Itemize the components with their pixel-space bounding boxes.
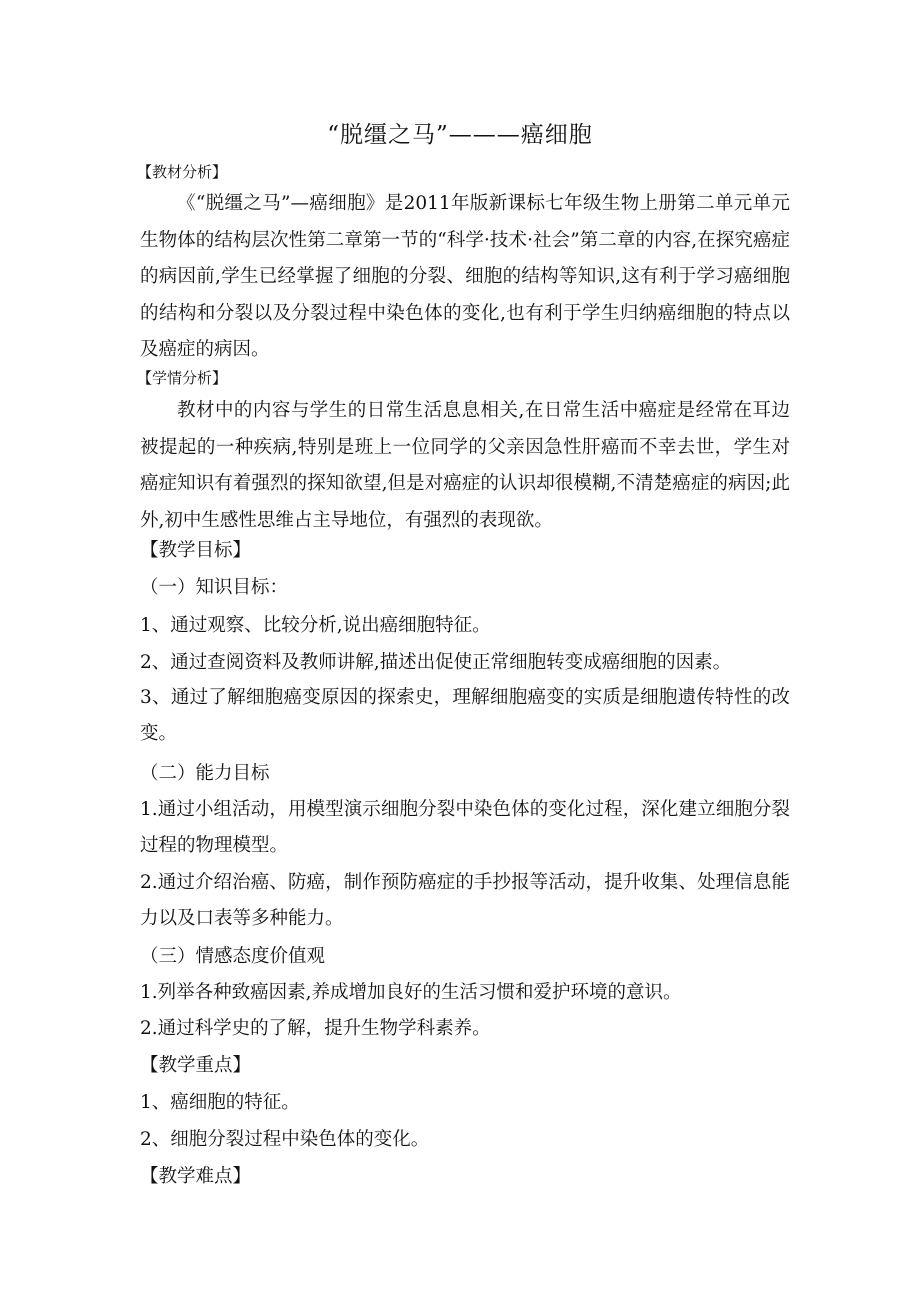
emotion-goals-heading: （三）情感态度价值观	[140, 946, 326, 967]
textbook-analysis-paragraph: 《“脱缰之马”—癌细胞》是2011年版新课标七年级生物上册第二单元单元生物体的结构层次性第二章第一节的“科学·技术·社会”第二章的内容,在探究癌症的病因前,学生已经掌握了细胞的分裂、细胞的结构等知识,这有利于学习癌细胞的结构和分裂以及分裂过程中染色体的变化,也有利于学生归纳癌细胞的特点以及癌症的病因。	[140, 193, 790, 360]
emotion-goal-item: 1.列举各种致癌因素,养成增加良好的生活习惯和爱护环境的意识。	[140, 982, 682, 1003]
key-point-item: 1、癌细胞的特征。	[140, 1092, 300, 1113]
student-analysis-heading: 【学情分析】	[137, 369, 228, 387]
key-point-item: 2、细胞分裂过程中染色体的变化。	[140, 1129, 430, 1150]
document-title: “脱缰之马”———癌细胞	[327, 122, 593, 148]
key-points-heading: 【教学重点】	[140, 1055, 252, 1076]
student-analysis-paragraph: 教材中的内容与学生的日常生活息息相关,在日常生活中癌症是经常在耳边被提起的一种疾病,特别是班上一位同学的父亲因急性肝癌而不幸去世，学生对癌症知识有着强烈的探知欲望,但是对癌症的认识却很模糊,不清楚癌症的病因;此外,初中生感性思维占主导地位，有强烈的表现欲。	[140, 400, 790, 531]
ability-goals-heading: （二）能力目标	[140, 763, 270, 784]
knowledge-goal-item: 1、通过观察、比较分析,说出癌细胞特征。	[140, 615, 491, 636]
ability-goal-item: 1.通过小组活动，用模型演示细胞分裂中染色体的变化过程，深化建立细胞分裂过程的物理模型。	[140, 799, 790, 856]
knowledge-goals-heading: （一）知识目标：	[140, 577, 289, 598]
knowledge-goal-item: 3、通过了解细胞癌变原因的探索史，理解细胞癌变的实质是细胞遗传特性的改变。	[140, 687, 790, 744]
textbook-analysis-heading: 【教材分析】	[137, 163, 228, 181]
ability-goal-item: 2.通过介绍治癌、防癌，制作预防癌症的手抄报等活动，提升收集、处理信息能力以及口表等多种能力。	[140, 872, 790, 929]
emotion-goal-item: 2.通过科学史的了解，提升生物学科素养。	[140, 1018, 491, 1039]
difficult-points-heading: 【教学难点】	[140, 1166, 252, 1187]
knowledge-goal-item: 2、通过查阅资料及教师讲解,描述出促使正常细胞转变成癌细胞的因素。	[140, 652, 732, 673]
teaching-goals-heading: 【教学目标】	[140, 540, 252, 561]
